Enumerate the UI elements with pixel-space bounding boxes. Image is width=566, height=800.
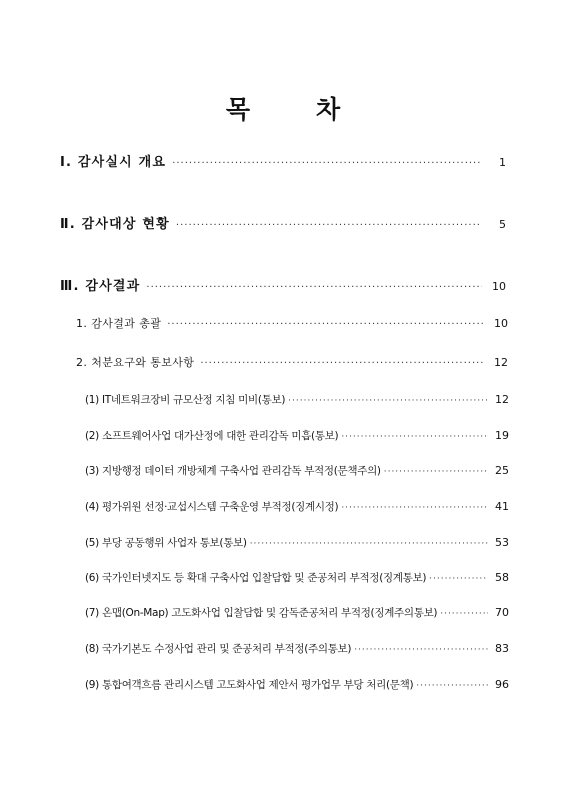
toc-entry-2[interactable]	[60, 213, 506, 232]
toc-entry-label: 2. 처분요구와 통보사항	[76, 356, 195, 369]
toc-entry-10[interactable]	[85, 535, 509, 550]
toc-entry-6[interactable]	[85, 392, 509, 407]
toc-entry-3[interactable]	[60, 275, 506, 294]
toc-leader-dots	[429, 574, 488, 584]
toc-entry-label: (3) 지방행정 데이터 개방체계 구축사업 관리감독 부적정(문책주의)	[85, 465, 381, 477]
toc-leader-dots	[167, 319, 484, 330]
toc-entry-8[interactable]	[85, 463, 509, 478]
toc-entry-4[interactable]	[76, 315, 508, 331]
toc-entry-page: 58	[495, 571, 509, 584]
toc-entry-label: (8) 국가기본도 수정사업 관리 및 준공처리 부적정(주의통보)	[85, 643, 352, 655]
toc-entry-label: Ⅰ. 감사실시 개요	[60, 155, 167, 170]
toc-entry-page: 96	[495, 678, 509, 691]
toc-entry-page: 70	[495, 606, 509, 619]
toc-leader-dots	[288, 396, 488, 406]
toc-entry-1[interactable]	[60, 151, 506, 170]
toc-entry-label: (6) 국가인터넷지도 등 확대 구축사업 입찰담합 및 준공처리 부적정(징계통보)	[85, 572, 427, 584]
toc-entry-page: 53	[495, 536, 509, 549]
toc-entry-label: (4) 평가위원 선정·교섭시스템 구축운영 부적정(징계시정)	[85, 501, 339, 513]
toc-entry-label: Ⅲ. 감사결과	[60, 279, 141, 294]
toc-entry-13[interactable]	[85, 641, 509, 656]
toc-entry-page: 19	[495, 429, 509, 442]
toc-leader-dots	[341, 503, 488, 513]
page-title-char-1: 목	[225, 95, 250, 124]
toc-entry-page: 12	[494, 356, 508, 369]
toc-entry-page: 83	[495, 642, 509, 655]
toc-leader-dots	[440, 609, 488, 619]
toc-entry-page: 12	[495, 393, 509, 406]
toc-entry-7[interactable]	[85, 428, 509, 443]
toc-leader-dots	[416, 681, 488, 691]
toc-entry-label: Ⅱ. 감사대상 현황	[60, 217, 170, 232]
toc-entry-label: (2) 소프트웨어사업 대가산정에 대한 관리감독 미흡(통보)	[85, 430, 339, 442]
toc-leader-dots	[146, 282, 482, 293]
toc-leader-dots	[341, 432, 488, 442]
toc-entry-9[interactable]	[85, 499, 509, 514]
toc-entry-page: 25	[495, 464, 509, 477]
toc-entry-label: (5) 부당 공동행위 사업자 통보(통보)	[85, 537, 247, 549]
toc-entry-page: 41	[495, 500, 509, 513]
toc-entry-page: 10	[494, 317, 508, 330]
toc-entry-label: 1. 감사결과 총괄	[76, 317, 162, 330]
toc-entry-12[interactable]	[85, 605, 509, 620]
toc-leader-dots	[384, 467, 488, 477]
toc-entry-14[interactable]	[85, 677, 509, 692]
toc-entry-page: 5	[499, 218, 506, 231]
toc-leader-dots	[200, 358, 484, 369]
toc-leader-dots	[354, 645, 488, 655]
toc-leader-dots	[176, 220, 482, 231]
toc-entry-label: (1) IT네트워크장비 규모산정 지침 미비(통보)	[85, 394, 286, 406]
page-title-char-2: 차	[316, 95, 341, 124]
toc-leader-dots	[172, 158, 482, 169]
toc-entry-11[interactable]	[85, 570, 509, 585]
toc-entry-label: (9) 통합여객흐름 관리시스템 고도화사업 제안서 평가업무 부당 처리(문책)	[85, 679, 414, 691]
toc-entry-5[interactable]	[76, 354, 508, 370]
toc-entry-label: (7) 온맵(On-Map) 고도화사업 입찰담합 및 감독준공처리 부적정(징계주의통보)	[85, 607, 438, 619]
toc-leader-dots	[250, 539, 488, 549]
toc-entry-page: 10	[492, 280, 506, 293]
toc-entry-page: 1	[499, 156, 506, 169]
page-title	[0, 90, 566, 126]
